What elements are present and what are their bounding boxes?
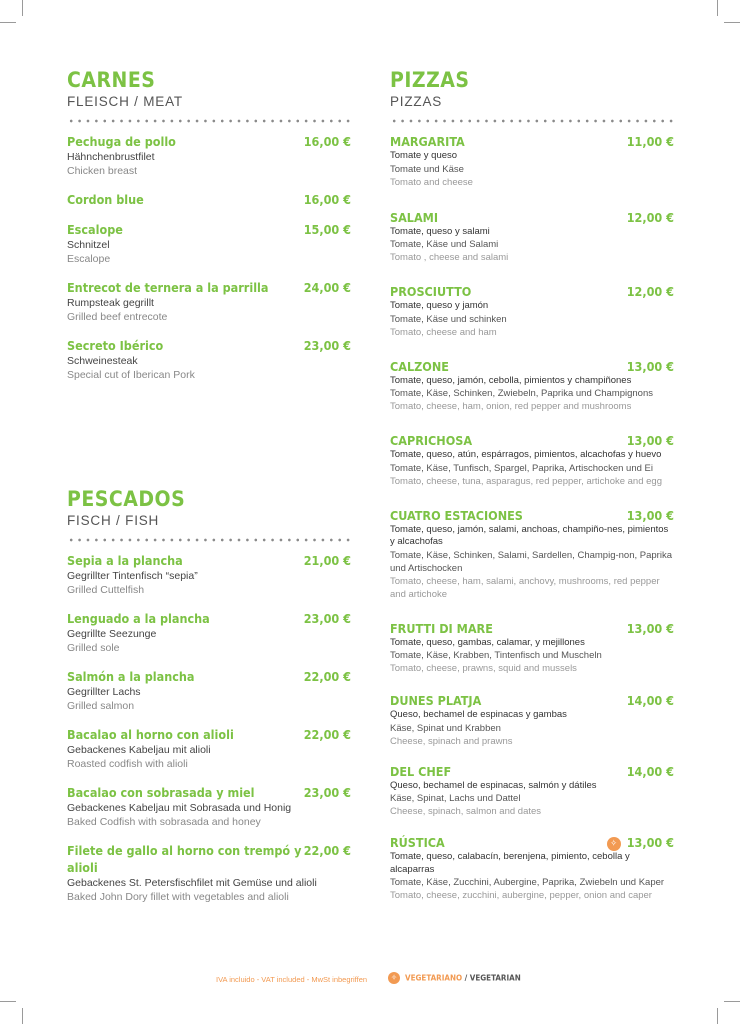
vegetarian-label-es: VEGETARIANO bbox=[405, 973, 463, 983]
item-name-row bbox=[67, 279, 351, 296]
menu-item bbox=[67, 221, 351, 266]
item-name: Pechuga de pollo bbox=[67, 134, 176, 149]
crop-mark bbox=[724, 1001, 740, 1002]
item-name: Secreto Ibérico bbox=[67, 338, 164, 353]
item-spanish: Tomate, queso, jamón, cebolla, pimientos y champiñones bbox=[390, 374, 632, 386]
pizzas-section bbox=[390, 68, 674, 902]
menu-item bbox=[67, 279, 351, 324]
item-name: Lenguado a la plancha bbox=[67, 611, 210, 626]
item-price-wrap bbox=[627, 283, 674, 300]
item-name-row bbox=[67, 726, 351, 743]
item-spanish: Tomate, queso, atún, espárragos, pimientos, alcachofas y huevo bbox=[390, 449, 662, 460]
crop-mark bbox=[724, 22, 740, 23]
pizza-item bbox=[390, 834, 674, 902]
item-price: 13,00 € bbox=[626, 620, 674, 636]
item-spanish: Queso, bechamel de espinacas, salmón y dátiles bbox=[390, 779, 597, 791]
item-german: Tomate und Käse bbox=[390, 163, 464, 175]
item-name: Escalope bbox=[67, 222, 123, 237]
item-english: Cheese, spinach, salmon and dates bbox=[390, 806, 542, 817]
item-name: SALAMI bbox=[390, 209, 439, 225]
menu-item bbox=[67, 784, 351, 829]
menu-item bbox=[67, 552, 351, 597]
item-spanish: Tomate, queso y salami bbox=[390, 225, 490, 237]
item-price: 12,00 € bbox=[626, 209, 674, 225]
tax-note: IVA incluido - VAT included - MwSt inbegriffen bbox=[216, 975, 368, 984]
pizza-item bbox=[390, 620, 674, 676]
item-price-wrap bbox=[627, 133, 674, 150]
item-name: RÚSTICA bbox=[390, 835, 445, 850]
item-english: Tomato, cheese, tuna, asparagus, red pepper, artichoke and egg bbox=[390, 475, 662, 487]
item-name-row bbox=[390, 133, 674, 150]
menu-item bbox=[67, 668, 351, 713]
item-german: Gegrillte Seezunge bbox=[67, 628, 157, 640]
item-price: 22,00 € bbox=[303, 843, 351, 858]
item-german: Gegrillter Tintenfisch “sepia” bbox=[67, 570, 198, 582]
item-name: Bacalao al horno con alioli bbox=[67, 727, 234, 742]
item-german: Gebackenes St. Petersfischfilet mit Gemüse und alioli bbox=[67, 877, 317, 889]
item-german: Rumpsteak gegrillt bbox=[67, 297, 154, 309]
item-name-row bbox=[67, 337, 351, 354]
crop-mark bbox=[717, 1008, 718, 1024]
item-english: Grilled sole bbox=[67, 642, 120, 654]
dotted-divider bbox=[67, 119, 351, 123]
menu-item bbox=[67, 133, 351, 178]
dotted-divider bbox=[67, 538, 351, 542]
item-english: Tomato and cheese bbox=[390, 176, 473, 188]
item-german: Gebackenes Kabeljau mit alioli bbox=[67, 744, 211, 756]
item-name-row bbox=[390, 692, 674, 709]
item-german: Gebackenes Kabeljau mit Sobrasada und Honig bbox=[67, 802, 292, 814]
leaf-icon: ✧ bbox=[607, 837, 621, 851]
item-german: Tomate, Käse, Krabben, Tintenfisch und Muscheln bbox=[390, 650, 602, 661]
item-name-row bbox=[67, 842, 351, 876]
menu-item bbox=[67, 610, 351, 655]
item-price: 24,00 € bbox=[303, 280, 351, 295]
section-title: CARNES bbox=[67, 68, 156, 92]
crop-mark bbox=[717, 0, 718, 16]
item-name-row bbox=[67, 784, 351, 801]
item-price-wrap bbox=[627, 692, 674, 709]
section-subtitle: FISCH / FISH bbox=[67, 513, 160, 528]
section-subtitle: PIZZAS bbox=[390, 94, 443, 109]
item-name: Cordon blue bbox=[67, 192, 144, 207]
dotted-divider bbox=[390, 119, 674, 123]
crop-mark bbox=[22, 0, 23, 16]
item-name: FRUTTI DI MARE bbox=[390, 620, 493, 636]
item-name-row bbox=[390, 834, 674, 851]
item-price-wrap bbox=[627, 763, 674, 780]
item-german: Schnitzel bbox=[67, 239, 110, 251]
item-spanish: Tomate, queso y jamón bbox=[390, 300, 489, 311]
item-name: Bacalao con sobrasada y miel bbox=[67, 785, 255, 800]
item-spanish: Tomate, queso, gambas, calamar, y mejillones bbox=[390, 636, 585, 648]
item-german: Schweinesteak bbox=[67, 355, 138, 367]
item-price: 14,00 € bbox=[626, 693, 674, 708]
pizzas-list bbox=[390, 133, 674, 902]
item-price: 14,00 € bbox=[626, 763, 674, 779]
item-german: Käse, Spinat und Krabben bbox=[390, 722, 501, 734]
item-german: Tomate, Käse und schinken bbox=[390, 313, 507, 325]
item-name: MARGARITA bbox=[390, 134, 465, 149]
item-german: Käse, Spinat, Lachs und Dattel bbox=[390, 793, 521, 804]
legend-separator: / bbox=[462, 973, 470, 983]
item-price: 12,00 € bbox=[626, 284, 674, 299]
item-price: 11,00 € bbox=[626, 134, 674, 149]
item-name-row bbox=[390, 620, 674, 637]
item-name-row bbox=[67, 191, 351, 208]
item-english: Tomato , cheese and salami bbox=[390, 252, 509, 263]
item-english: Special cut of Iberican Pork bbox=[67, 369, 195, 381]
menu-item bbox=[67, 337, 351, 382]
item-price-wrap bbox=[627, 358, 674, 375]
item-german: Gegrillter Lachs bbox=[67, 686, 141, 698]
item-price-wrap bbox=[607, 834, 674, 851]
item-german: Tomate, Käse, Schinken, Zwiebeln, Paprika und Champignons bbox=[390, 388, 653, 399]
item-name-row bbox=[390, 358, 674, 375]
item-name: DUNES PLATJA bbox=[390, 693, 482, 708]
item-spanish: Tomate, queso, calabacín, berenjena, pimiento, cebolla y alcaparras bbox=[390, 851, 630, 875]
item-spanish: Queso, bechamel de espinacas y gambas bbox=[390, 709, 567, 720]
item-name: CALZONE bbox=[390, 358, 449, 374]
item-price-wrap bbox=[627, 507, 674, 524]
item-price: 22,00 € bbox=[303, 669, 351, 684]
item-price: 23,00 € bbox=[303, 611, 351, 626]
item-price: 13,00 € bbox=[626, 835, 674, 850]
pizza-item bbox=[390, 358, 674, 414]
pizza-item bbox=[390, 507, 674, 601]
vegetarian-legend bbox=[388, 972, 521, 984]
pizza-item bbox=[390, 692, 674, 748]
vegetarian-label-en: VEGETARIAN bbox=[469, 973, 521, 983]
item-price: 23,00 € bbox=[303, 338, 351, 353]
section-title: PESCADOS bbox=[67, 487, 186, 511]
carnes-list bbox=[67, 133, 351, 382]
item-name-row bbox=[67, 610, 351, 627]
item-price: 13,00 € bbox=[626, 358, 674, 374]
item-english: Tomato, cheese, prawns, squid and mussels bbox=[390, 663, 577, 674]
item-price: 22,00 € bbox=[303, 727, 351, 742]
item-name-row bbox=[390, 432, 674, 449]
item-name: Filete de gallo al horno con trempó y alioli bbox=[67, 843, 302, 875]
item-german: Tomate, Käse und Salami bbox=[390, 239, 499, 250]
crop-mark bbox=[22, 1008, 23, 1024]
item-name: Salmón a la plancha bbox=[67, 669, 195, 684]
item-name-row bbox=[67, 133, 351, 150]
item-english: Tomato, cheese, zucchini, aubergine, pepper, onion and caper bbox=[390, 890, 652, 901]
item-price: 16,00 € bbox=[303, 134, 351, 149]
item-name: CAPRICHOSA bbox=[390, 433, 473, 448]
item-english: Chicken breast bbox=[67, 165, 138, 177]
item-english: Cheese, spinach and prawns bbox=[390, 735, 513, 747]
item-price: 13,00 € bbox=[626, 433, 674, 448]
item-english: Baked Codfish with sobrasada and honey bbox=[67, 816, 261, 828]
item-price: 13,00 € bbox=[626, 507, 674, 523]
section-subtitle: FLEISCH / MEAT bbox=[67, 94, 183, 109]
item-german: Tomate, Käse, Schinken, Salami, Sardellen, Champig-non, Paprika und Artischocken bbox=[390, 549, 672, 574]
item-name-row bbox=[67, 552, 351, 569]
item-english: Grilled Cuttelfish bbox=[67, 584, 145, 596]
item-name-row bbox=[67, 221, 351, 238]
item-price: 21,00 € bbox=[303, 553, 351, 568]
item-price-wrap bbox=[627, 432, 674, 449]
item-english: Tomato, cheese and ham bbox=[390, 326, 497, 338]
pescados-section bbox=[67, 487, 351, 904]
pescados-list bbox=[67, 552, 351, 904]
item-price: 15,00 € bbox=[303, 222, 351, 237]
item-english: Tomato, cheese, ham, onion, red pepper and mushrooms bbox=[390, 401, 632, 412]
item-german: Tomate, Käse, Zucchini, Aubergine, Paprika, Zwiebeln und Kaper bbox=[390, 877, 665, 888]
item-spanish: Tomate y queso bbox=[390, 150, 458, 161]
crop-mark bbox=[0, 22, 16, 23]
item-german: Tomate, Käse, Tunfisch, Spargel, Paprika, Artischocken und Ei bbox=[390, 462, 653, 474]
item-english: Grilled salmon bbox=[67, 700, 135, 712]
pizza-item bbox=[390, 763, 674, 819]
item-spanish: Tomate, queso, jamón, salami, anchoas, champiño-nes, pimientos y alcachofas bbox=[390, 523, 669, 547]
menu-item bbox=[67, 191, 351, 208]
item-english: Escalope bbox=[67, 253, 111, 265]
item-name-row bbox=[390, 507, 674, 524]
menu-item bbox=[67, 842, 351, 904]
item-german: Hähnchenbrustfilet bbox=[67, 151, 155, 163]
pizza-item bbox=[390, 432, 674, 488]
item-english: Baked John Dory fillet with vegetables and alioli bbox=[67, 891, 289, 903]
item-name: Entrecot de ternera a la parrilla bbox=[67, 280, 269, 295]
item-name-row bbox=[390, 763, 674, 780]
leaf-icon: ✧ bbox=[388, 972, 400, 984]
item-price: 16,00 € bbox=[303, 192, 351, 207]
item-name: PROSCIUTTO bbox=[390, 284, 472, 299]
crop-mark bbox=[0, 1001, 16, 1002]
item-name: DEL CHEF bbox=[390, 763, 452, 779]
item-name-row bbox=[390, 283, 674, 300]
pizza-item bbox=[390, 283, 674, 339]
item-name: Sepia a la plancha bbox=[67, 553, 183, 568]
item-english: Grilled beef entrecote bbox=[67, 311, 168, 323]
carnes-section bbox=[67, 68, 351, 382]
item-price: 23,00 € bbox=[303, 785, 351, 800]
item-english: Roasted codfish with alioli bbox=[67, 758, 188, 770]
item-price-wrap bbox=[627, 209, 674, 226]
item-name-row bbox=[390, 209, 674, 226]
section-title: PIZZAS bbox=[390, 68, 470, 92]
pizza-item bbox=[390, 209, 674, 265]
item-english: Tomato, cheese, ham, salami, anchovy, mushrooms, red pepper and artichoke bbox=[390, 575, 660, 600]
item-price-wrap bbox=[627, 620, 674, 637]
pizza-item bbox=[390, 133, 674, 189]
item-name: CUATRO ESTACIONES bbox=[390, 507, 523, 523]
menu-item bbox=[67, 726, 351, 771]
item-name-row bbox=[67, 668, 351, 685]
